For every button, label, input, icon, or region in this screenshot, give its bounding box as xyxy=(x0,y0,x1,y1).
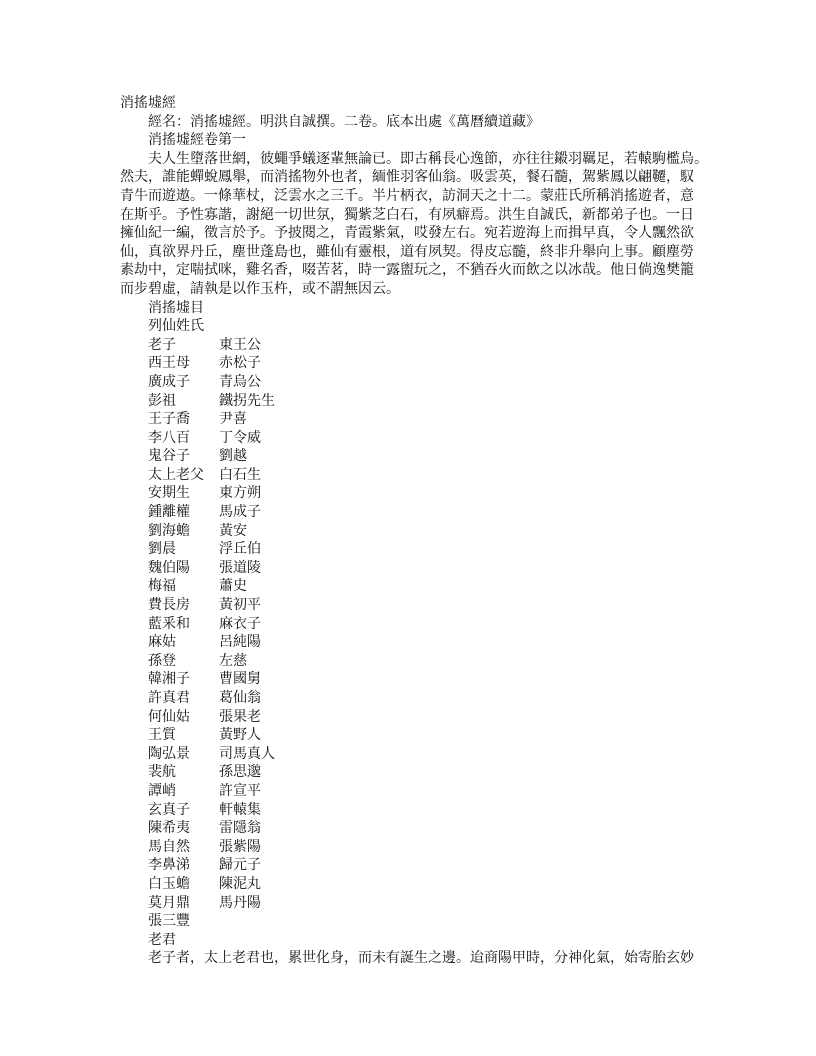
immortal-name: 軒轅集 xyxy=(219,801,261,818)
list-row xyxy=(120,689,700,708)
list-row xyxy=(120,410,700,429)
list-row xyxy=(120,392,700,411)
immortal-name: 孫思邈 xyxy=(219,764,261,781)
document-page xyxy=(120,94,708,968)
immortal-name: 張果老 xyxy=(219,708,261,725)
preface-line: 而步碧虛，請執是以作玉杵，或不謂無因云。 xyxy=(120,280,400,297)
immortal-name: 彭祖 xyxy=(148,392,176,409)
immortal-name: 張道陵 xyxy=(219,559,261,576)
list-row xyxy=(120,540,700,559)
immortal-name: 劉海蟾 xyxy=(148,522,190,539)
immortal-name: 蕭史 xyxy=(219,578,247,595)
immortal-name: 鍾離權 xyxy=(148,504,190,521)
immortal-name: 許真君 xyxy=(148,690,190,706)
preface-line: 擁仙紀一編，徵言於予。予披閱之，青霞紫氣，哎發左右。宛若遊海上而揖早真，令人飄然欲 xyxy=(120,225,694,242)
preface-line: 夫人生墮落世網，彼蠅爭蟻逐輩無論已。即古稱長心逸節，亦往往鎩羽羈足，若轅駒檻烏。 xyxy=(148,150,708,167)
immortal-name: 呂純陽 xyxy=(219,634,261,651)
preface-line: 素劫中，定喘拭咪，雞名香，啜苦茗，時一露盥玩之，不猶吞火而飲之以冰哉。他日倘逸樊籠 xyxy=(120,262,694,279)
immortal-name: 陶弘景 xyxy=(148,745,190,762)
list-row xyxy=(120,912,700,931)
immortal-name: 王子喬 xyxy=(148,411,190,428)
immortal-name: 藍釆和 xyxy=(148,615,190,632)
list-row xyxy=(120,559,700,578)
immortal-name: 張紫陽 xyxy=(219,838,261,855)
immortal-name: 麻衣子 xyxy=(219,615,261,632)
immortal-name: 太上老父 xyxy=(148,466,204,483)
immortal-name: 西王母 xyxy=(148,355,190,372)
immortal-name: 白石生 xyxy=(219,466,261,483)
list-row xyxy=(120,577,700,596)
list-row xyxy=(120,503,700,522)
immortal-name: 黃野人 xyxy=(219,727,261,744)
immortal-name: 李鼻涕 xyxy=(148,857,190,874)
preface-line: 在斯乎。予性寡諧，謝絕一切世氛，獨紫芝白石，有夙癖焉。洪生自誠氏，新都弟子也。一日 xyxy=(120,206,694,223)
section-text: 老子者，太上老君也，累世化身，而未有誕生之邊。迨商陽甲時，分神化氣，始寄胎玄妙 xyxy=(148,950,694,967)
immortal-name: 魏伯陽 xyxy=(148,559,190,576)
list-row xyxy=(120,466,700,485)
immortal-name: 東王公 xyxy=(219,336,261,353)
immortal-name: 梅福 xyxy=(148,578,176,595)
immortal-name: 鐵拐先生 xyxy=(219,392,275,409)
list-row xyxy=(120,763,700,782)
immortal-name: 雷隱翁 xyxy=(219,820,261,837)
immortals-list xyxy=(120,336,700,931)
immortal-name: 浮丘伯 xyxy=(219,541,261,558)
document-meta: 經名：消搖墟經。明洪自誠撰。二卷。底本出處《萬曆續道藏》 xyxy=(148,113,540,130)
preface-line: 然夫，誰能蟬蛻鳳舉，而消搖物外也者，緬惟羽客仙翁。吸雲英，餐石髓，駕紫鳳以翩韆，馭 xyxy=(120,169,694,186)
immortal-name: 東方朔 xyxy=(219,485,261,502)
list-row xyxy=(120,615,700,634)
list-row xyxy=(120,670,700,689)
list-row xyxy=(120,894,700,913)
immortal-name: 馬自然 xyxy=(148,838,190,855)
immortal-name: 歸元子 xyxy=(219,857,261,874)
immortal-name: 李八百 xyxy=(148,429,190,446)
immortal-name: 葛仙翁 xyxy=(219,690,261,706)
volume-heading: 消搖墟經卷第一 xyxy=(148,132,246,149)
immortal-name: 白玉蟾 xyxy=(148,875,190,892)
list-row xyxy=(120,429,700,448)
preface-paragraph xyxy=(120,150,708,299)
immortal-name: 廣成子 xyxy=(148,373,190,390)
immortal-name: 鬼谷子 xyxy=(148,448,190,465)
list-row xyxy=(120,373,700,392)
immortal-name: 丁令威 xyxy=(219,429,261,446)
immortal-name: 譚峭 xyxy=(148,782,176,799)
immortal-name: 何仙姑 xyxy=(148,708,190,725)
immortal-name: 劉越 xyxy=(219,448,247,465)
preface-line: 青牛而遊遨。一條華杖，泛雲水之三千。半片柄衣，訪洞天之十二。蒙莊氏所稱消搖遊者，意 xyxy=(120,187,694,204)
list-row xyxy=(120,336,700,355)
list-row xyxy=(120,745,700,764)
immortal-name: 左慈 xyxy=(219,652,247,669)
list-row xyxy=(120,484,700,503)
immortal-name: 陳希夷 xyxy=(148,820,190,837)
immortal-name xyxy=(219,912,419,931)
section-heading: 老君 xyxy=(148,931,176,948)
immortal-name: 曹國舅 xyxy=(219,671,261,688)
immortal-name: 王質 xyxy=(148,727,176,744)
immortal-name: 黃安 xyxy=(219,522,247,539)
immortal-name: 黃初平 xyxy=(219,597,261,614)
immortal-name: 老子 xyxy=(148,336,176,353)
immortal-name: 尹喜 xyxy=(219,411,247,428)
immortal-name: 麻姑 xyxy=(148,634,176,651)
immortal-name: 馬成子 xyxy=(219,504,261,521)
immortal-name: 馬丹陽 xyxy=(219,894,261,911)
list-row xyxy=(120,801,700,820)
immortal-name: 韓湘子 xyxy=(148,671,190,688)
list-row xyxy=(120,819,700,838)
list-row xyxy=(120,596,700,615)
list-row xyxy=(120,354,700,373)
list-row xyxy=(120,782,700,801)
immortal-name: 赤松子 xyxy=(219,355,261,372)
immortal-name: 許宣平 xyxy=(219,782,261,799)
list-row xyxy=(120,856,700,875)
list-row xyxy=(120,633,700,652)
immortal-name: 莫月鼎 xyxy=(148,894,190,911)
immortal-name: 張三豐 xyxy=(148,913,190,930)
immortal-name: 安期生 xyxy=(148,485,190,502)
immortal-name: 裴航 xyxy=(148,764,176,781)
immortal-name: 玄真子 xyxy=(148,801,190,818)
immortal-name: 費長房 xyxy=(148,597,190,614)
immortal-name: 青烏公 xyxy=(219,373,261,390)
immortal-name: 司馬真人 xyxy=(219,745,275,762)
contents-heading: 消搖墟目 xyxy=(148,299,204,316)
list-row xyxy=(120,708,700,727)
immortal-name: 孫登 xyxy=(148,652,176,669)
list-row xyxy=(120,838,700,857)
list-row xyxy=(120,652,700,671)
immortal-name: 陳泥丸 xyxy=(219,875,261,892)
document-title: 消搖墟經 xyxy=(120,95,176,111)
preface-line: 仙，真欲界丹丘，塵世蓬島也，雖仙有靈根，道有夙契。得皮忘髓，終非升舉向上事。顧塵勞 xyxy=(120,243,694,260)
list-row xyxy=(120,447,700,466)
list-row xyxy=(120,726,700,745)
immortals-list-heading: 列仙姓氏 xyxy=(148,318,204,335)
immortal-name: 劉晨 xyxy=(148,541,176,558)
list-row xyxy=(120,875,700,894)
list-row xyxy=(120,522,700,541)
